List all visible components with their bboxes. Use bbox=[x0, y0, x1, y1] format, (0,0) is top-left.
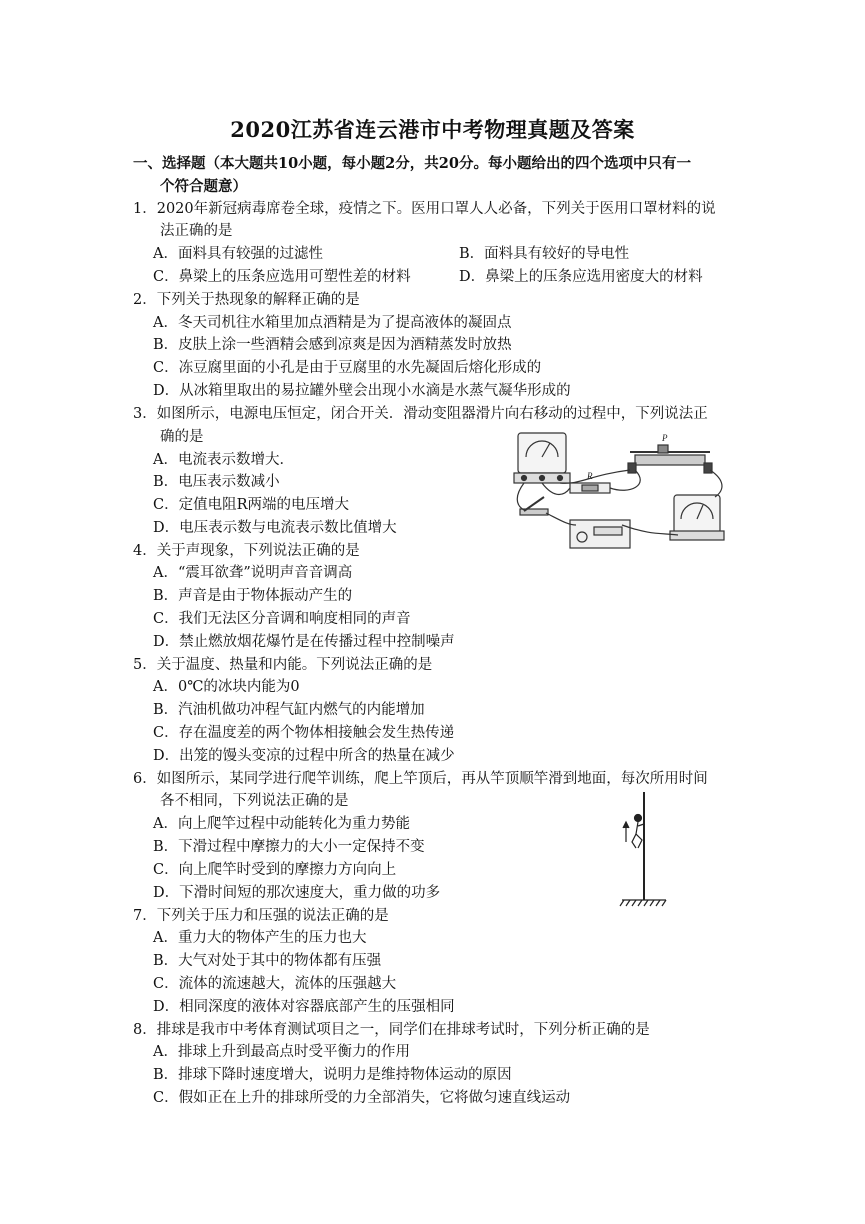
q2-option-a: A．冬天司机往水箱里加点酒精是为了提高液体的凝固点 bbox=[153, 315, 512, 331]
q1-stem: 1．2020年新冠病毒席卷全球，疫情之下。医用口罩人人必备，下列关于医用口罩材料的说 bbox=[133, 201, 716, 217]
q8-stem: 8．排球是我市中考体育测试项目之一，同学们在排球考试时，下列分析正确的是 bbox=[133, 1022, 650, 1038]
power-supply-icon bbox=[570, 520, 630, 548]
page-title: 2020江苏省连云港市中考物理真题及答案 bbox=[230, 117, 635, 142]
q3-option-d: D．电压表示数与电流表示数比值增大 bbox=[153, 520, 397, 536]
pole-climbing-figure bbox=[618, 790, 668, 910]
figure-label-p: P bbox=[662, 433, 668, 443]
q8-option-c: C．假如正在上升的排球所受的力全部消失，它将做匀速直线运动 bbox=[153, 1090, 571, 1106]
resistor-icon bbox=[570, 483, 610, 493]
climber-icon bbox=[632, 815, 644, 849]
q4-option-c: C．我们无法区分音调和响度相同的声音 bbox=[153, 611, 411, 627]
voltmeter-icon bbox=[670, 495, 724, 540]
q3-option-c: C．定值电阻R两端的电压增大 bbox=[153, 497, 350, 513]
q3-option-b: B．电压表示数减小 bbox=[153, 474, 280, 490]
q1-option-a: A．面料具有较强的过滤性 bbox=[153, 246, 323, 262]
up-arrow-icon bbox=[623, 822, 629, 842]
circuit-diagram-figure bbox=[510, 425, 730, 550]
q6-option-b: B．下滑过程中摩擦力的大小一定保持不变 bbox=[153, 839, 425, 855]
q6-option-c: C．向上爬竿时受到的摩擦力方向向上 bbox=[153, 862, 397, 878]
q7-stem: 7．下列关于压力和压强的说法正确的是 bbox=[133, 908, 389, 924]
q1-option-b: B．面料具有较好的导电性 bbox=[459, 246, 630, 262]
q7-option-a: A．重力大的物体产生的压力也大 bbox=[153, 930, 367, 946]
q2-option-d: D．从冰箱里取出的易拉罐外壁会出现小水滴是水蒸气凝华形成的 bbox=[153, 383, 571, 399]
figure-label-r: R bbox=[587, 471, 593, 481]
q5-option-d: D．出笼的馒头变凉的过程中所含的热量在减少 bbox=[153, 748, 455, 764]
q4-option-d: D．禁止燃放烟花爆竹是在传播过程中控制噪声 bbox=[153, 634, 455, 650]
q2-option-c: C．冻豆腐里面的小孔是由于豆腐里的水先凝固后熔化形成的 bbox=[153, 360, 542, 376]
q3-stem: 3．如图所示，电源电压恒定，闭合开关．滑动变阻器滑片向右移动的过程中，下列说法正 bbox=[133, 406, 708, 422]
q2-stem: 2．下列关于热现象的解释正确的是 bbox=[133, 292, 360, 308]
section-heading-cont: 个符合题意） bbox=[160, 178, 247, 195]
ammeter-icon bbox=[514, 433, 570, 483]
q6-option-a: A．向上爬竿过程中动能转化为重力势能 bbox=[153, 816, 410, 832]
q7-option-c: C．流体的流速越大，流体的压强越大 bbox=[153, 976, 397, 992]
q5-option-a: A．0℃的冰块内能为0 bbox=[153, 679, 300, 695]
q1-option-c: C．鼻梁上的压条应选用可塑性差的材料 bbox=[153, 269, 411, 285]
section-heading: 一、选择题（本大题共10小题，每小题2分，共20分。每小题给出的四个选项中只有一 bbox=[133, 155, 691, 172]
q7-option-d: D．相同深度的液体对容器底部产生的压强相同 bbox=[153, 999, 455, 1015]
q5-option-c: C．存在温度差的两个物体相接触会发生热传递 bbox=[153, 725, 455, 741]
q1-option-d: D．鼻梁上的压条应选用密度大的材料 bbox=[459, 269, 703, 285]
rheostat-icon bbox=[628, 445, 712, 473]
q6-stem: 6．如图所示，某同学进行爬竿训练，爬上竿顶后，再从竿顶顺竿滑到地面，每次所用时间 bbox=[133, 771, 708, 787]
q5-option-b: B．汽油机做功冲程气缸内燃气的内能增加 bbox=[153, 702, 425, 718]
switch-icon bbox=[520, 497, 548, 515]
q7-option-b: B．大气对处于其中的物体都有压强 bbox=[153, 953, 382, 969]
q6-option-d: D．下滑时间短的那次速度大，重力做的功多 bbox=[153, 885, 441, 901]
q5-stem: 5．关于温度、热量和内能。下列说法正确的是 bbox=[133, 657, 433, 673]
q3-stem-cont: 确的是 bbox=[160, 429, 204, 445]
q2-option-b: B．皮肤上涂一些酒精会感到凉爽是因为酒精蒸发时放热 bbox=[153, 337, 512, 353]
q3-option-a: A．电流表示数增大． bbox=[153, 452, 294, 468]
q8-option-a: A．排球上升到最高点时受平衡力的作用 bbox=[153, 1044, 410, 1060]
q1-stem-cont: 法正确的是 bbox=[160, 223, 233, 239]
q8-option-b: B．排球下降时速度增大，说明力是维持物体运动的原因 bbox=[153, 1067, 512, 1083]
q6-stem-cont: 各不相同，下列说法正确的是 bbox=[160, 793, 349, 809]
q4-option-a: A．“震耳欲聋”说明声音音调高 bbox=[153, 565, 353, 581]
q4-option-b: B．声音是由于物体振动产生的 bbox=[153, 588, 353, 604]
q4-stem: 4．关于声现象，下列说法正确的是 bbox=[133, 543, 360, 559]
